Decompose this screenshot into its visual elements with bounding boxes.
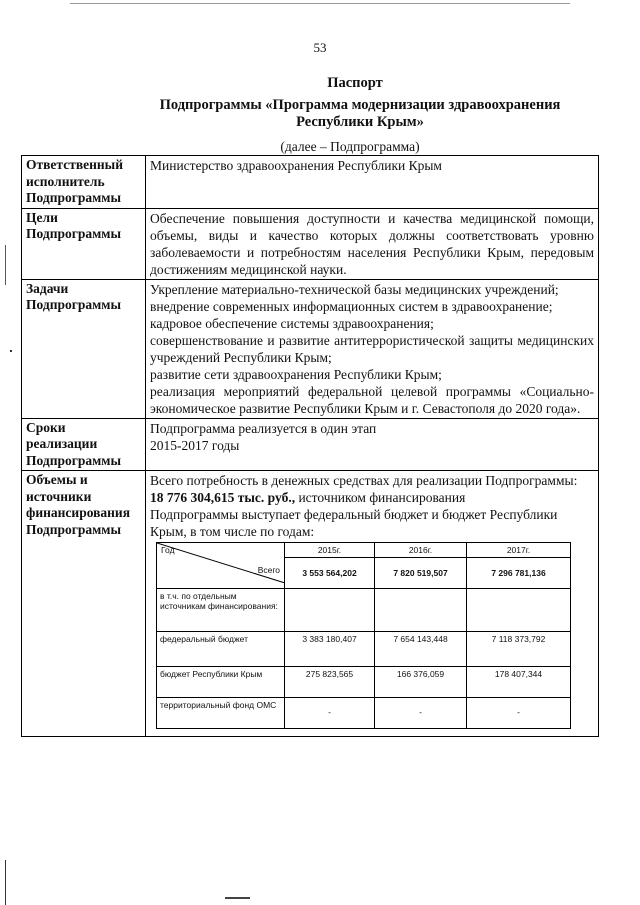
table-row <box>157 667 571 698</box>
funding-source-text: источником финансирования <box>295 490 466 505</box>
label-line: финансирования <box>26 505 131 520</box>
source-value <box>467 589 571 632</box>
row-label <box>22 156 146 209</box>
source-value: 178 407,344 <box>467 667 571 698</box>
source-label: в т.ч. по отдельным источникам финансирования: <box>157 589 285 632</box>
subtitle-line: Республики Крым» <box>296 114 424 130</box>
task-item: кадровое обеспечение системы здравоохранения; <box>150 315 434 331</box>
year-header: 2016г. <box>375 543 467 558</box>
task-item: внедрение современных информационных систем в здравоохранение; <box>150 298 553 314</box>
label-line: реализации <box>26 436 98 451</box>
year-header: 2017г. <box>467 543 571 558</box>
label-line: Сроки <box>26 419 66 435</box>
row-label <box>22 418 146 471</box>
finance-table <box>156 542 571 729</box>
label-line: Подпрограммы <box>26 226 122 241</box>
source-value: 275 823,565 <box>285 667 375 698</box>
source-label: федеральный бюджет <box>157 632 285 667</box>
label-line: Подпрограммы <box>26 297 122 312</box>
document-subtitle <box>70 97 640 131</box>
row-label <box>22 208 146 279</box>
year-header: 2015г. <box>285 543 375 558</box>
label-line: исполнитель <box>26 173 105 189</box>
scan-top-line <box>70 3 570 4</box>
source-label: территориальный фонд ОМС <box>157 698 285 729</box>
label-line: Объемы и <box>26 472 88 487</box>
row-label <box>22 279 146 418</box>
scan-artifact <box>225 897 250 899</box>
source-value: - <box>375 698 467 729</box>
document-title: Паспорт <box>327 75 383 91</box>
terms-value <box>146 418 599 471</box>
header-total: Всего <box>257 565 280 575</box>
label-line: Подпрограммы <box>26 190 122 205</box>
terms-line: 2015-2017 годы <box>150 437 240 453</box>
task-item: реализация мероприятий федеральной целевой программы «Социально-экономическое развитие Республики Крым и г. Севастополя до 2020 года». <box>150 383 594 416</box>
label-line: источники <box>26 488 92 504</box>
year-total-header <box>157 543 285 589</box>
subtitle-note: (далее – Подпрограмма) <box>280 139 420 154</box>
table-row <box>157 698 571 729</box>
header-diagonal <box>157 543 285 583</box>
table-row <box>157 543 571 558</box>
table-row <box>157 632 571 667</box>
source-label: бюджет Республики Крым <box>157 667 285 698</box>
task-item: Укрепление материально-технической базы медицинских учреждений; <box>150 281 559 297</box>
label-line: Ответственный <box>26 157 123 172</box>
funding-amount: 18 776 304,615 тыс. руб., <box>150 490 296 505</box>
passport-table <box>21 155 599 737</box>
task-item: развитие сети здравоохранения Республики Крым; <box>150 366 442 382</box>
responsible-text: Министерство здравоохранения Республики Крым <box>150 158 442 173</box>
source-value: 7 654 143,448 <box>375 632 467 667</box>
funding-amount-line <box>150 489 594 506</box>
source-value: - <box>285 698 375 729</box>
label-line: Подпрограммы <box>26 521 122 537</box>
table-row <box>22 279 599 418</box>
subtitle-line: Подпрограммы «Программа модернизации здравоохранения <box>159 97 561 113</box>
total-value: 3 553 564,202 <box>285 558 375 589</box>
scan-artifact <box>10 350 12 352</box>
tasks-value <box>146 279 599 418</box>
goals-value <box>146 208 599 279</box>
row-label <box>22 471 146 737</box>
source-value: - <box>467 698 571 729</box>
funding-intro: Всего потребность в денежных средствах для реализации Подпрограммы: <box>150 473 578 488</box>
table-row <box>22 418 599 471</box>
label-line: Подпрограммы <box>26 452 122 468</box>
source-value: 166 376,059 <box>375 667 467 698</box>
total-value: 7 820 519,507 <box>375 558 467 589</box>
source-value: 7 118 373,792 <box>467 632 571 667</box>
label-line: Цели <box>26 209 58 225</box>
table-row <box>22 156 599 209</box>
total-value: 7 296 781,136 <box>467 558 571 589</box>
funding-intro: Подпрограммы выступает федеральный бюджет и бюджет Республики Крым, в том числе по годам: <box>150 507 558 539</box>
goals-text: Обеспечение повышения доступности и качества медицинской помощи, объемы, виды и качество которых должны соответствовать уровню заболеваемости и потребностям населения Республики Крым, передовым достижениям медицинской науки. <box>150 210 594 277</box>
source-value <box>375 589 467 632</box>
responsible-value <box>146 156 599 209</box>
source-value <box>285 589 375 632</box>
task-item: совершенствование и развитие антитеррористической защиты медицинских учреждений Республики Крым; <box>150 332 594 365</box>
funding-value <box>146 471 599 737</box>
scan-artifact <box>5 245 6 285</box>
scan-artifact <box>5 860 6 905</box>
label-line: Задачи <box>26 280 69 296</box>
header-year: Год <box>161 545 175 555</box>
table-row <box>157 589 571 632</box>
page-number: 53 <box>313 40 327 55</box>
terms-line: Подпрограмма реализуется в один этап <box>150 420 377 436</box>
table-row <box>22 471 599 737</box>
table-row <box>22 208 599 279</box>
source-value: 3 383 180,407 <box>285 632 375 667</box>
